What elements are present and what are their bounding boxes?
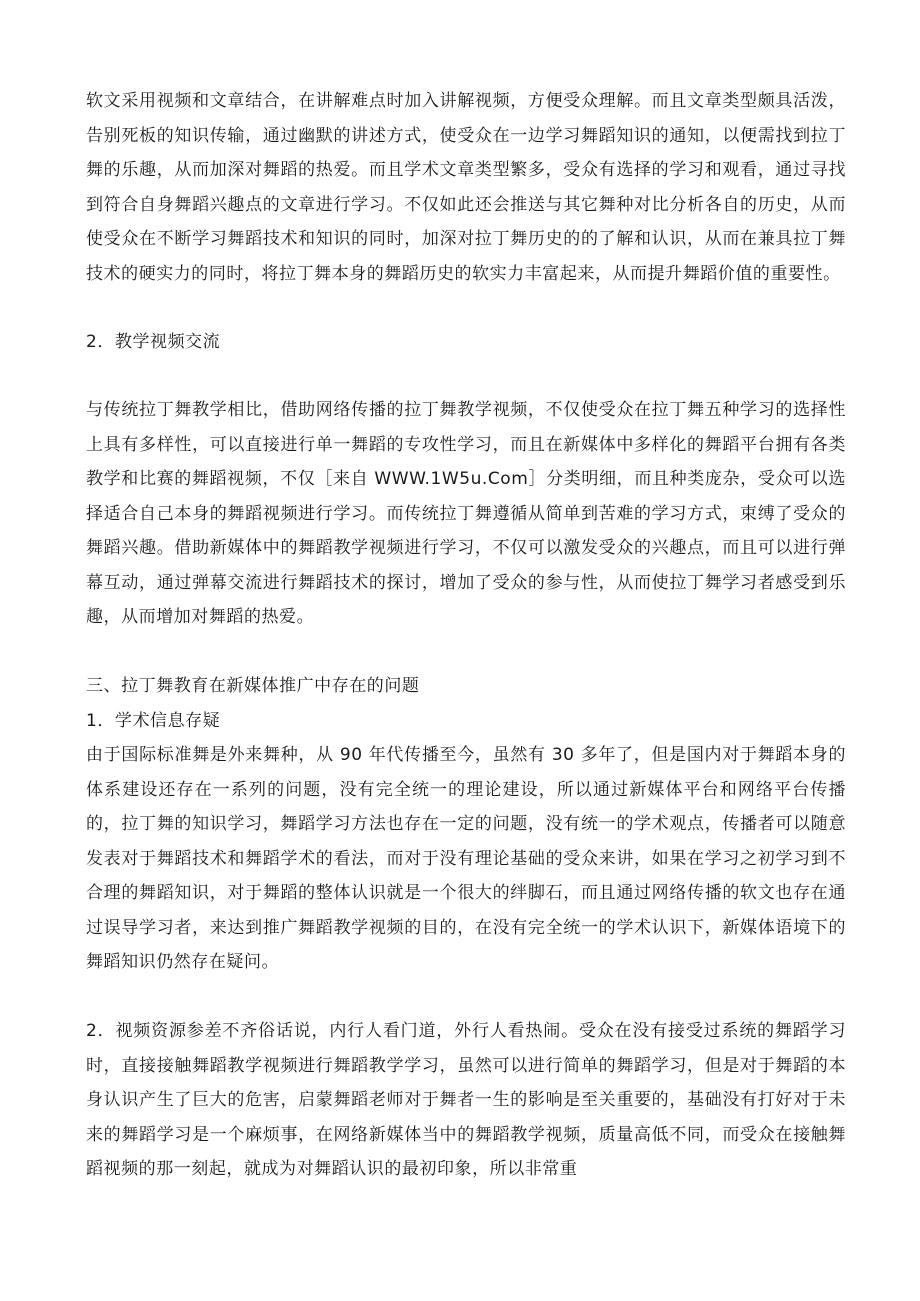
paragraph-video-resources: 2．视频资源参差不齐俗话说，内行人看门道，外行人看热闹。受众在没有接受过系统的舞蹈学习时，直接接触舞蹈教学视频进行舞蹈教学学习，虽然可以进行简单的舞蹈学习，但是对于舞蹈的本身认识产生了巨大的危害，启蒙舞蹈老师对于舞者一生的影响是至关重要的，基础没有打好对于未来的舞蹈学习是一个麻烦事，在网络新媒体当中的舞蹈教学视频，质量高低不同，而受众在接触舞蹈视频的那一刻起，就成为对舞蹈认识的最初印象，所以非常重 [86,1021,846,1179]
paragraph-academic-info: 由于国际标准舞是外来舞种，从 90 年代传播至今，虽然有 30 多年了，但是国内对于舞蹈本身的体系建设还存在一系列的问题，没有完全统一的理论建设，所以通过新媒体平台和网络平台传播的，拉丁舞的知识学习，舞蹈学习方法也存在一定的问题，没有统一的学术观点，传播者可以随意发表对于舞蹈技术和舞蹈学术的看法，而对于没有理论基础的受众来讲，如果在学习之初学习到不合理的舞蹈知识，对于舞蹈的整体认识就是一个很大的绊脚石，而且通过网络传播的软文也存在通过误导学习者，来达到推广舞蹈教学视频的目的，在没有完全统一的学术认识下，新媒体语境下的舞蹈知识仍然存在疑问。 [86,745,846,972]
heading-section-three: 三、拉丁舞教育在新媒体推广中存在的问题 [86,676,420,696]
heading-academic-info: 1．学术信息存疑 [86,711,221,731]
heading-teaching-video-exchange: 2．教学视频交流 [86,332,221,352]
paragraph-soft-article: 软文采用视频和文章结合，在讲解难点时加入讲解视频，方便受众理解。而且文章类型颇具活泼，告别死板的知识传输，通过幽默的讲述方式，使受众在一边学习舞蹈知识的通知，以便需找到拉丁舞的乐趣，从而加深对舞蹈的热爱。而且学术文章类型繁多，受众有选择的学习和观看，通过寻找到符合自身舞蹈兴趣点的文章进行学习。不仅如此还会推送与其它舞种对比分析各自的历史，从而使受众在不断学习舞蹈技术和知识的同时，加深对拉丁舞历史的的了解和认识，从而在兼具拉丁舞技术的硬实力的同时，将拉丁舞本身的舞蹈历史的软实力丰富起来，从而提升舞蹈价值的重要性。 [86,91,846,284]
paragraph-teaching-video: 与传统拉丁舞教学相比，借助网络传播的拉丁舞教学视频，不仅使受众在拉丁舞五种学习的选择性上具有多样性，可以直接进行单一舞蹈的专攻性学习，而且在新媒体中多样化的舞蹈平台拥有各类教学和比赛的舞蹈视频，不仅［来自 WWW.1W5u.Com］分类明细，而且种类庞杂，受众可以选择适合自己本身的舞蹈视频进行学习。而传统拉丁舞遵循从简单到苦难的学习方式，束缚了受众的舞蹈兴趣。借助新媒体中的舞蹈教学视频进行学习，不仅可以激发受众的兴趣点，而且可以进行弹幕互动，通过弹幕交流进行舞蹈技术的探讨，增加了受众的参与性，从而使拉丁舞学习者感受到乐趣，从而增加对舞蹈的热爱。 [86,400,846,627]
